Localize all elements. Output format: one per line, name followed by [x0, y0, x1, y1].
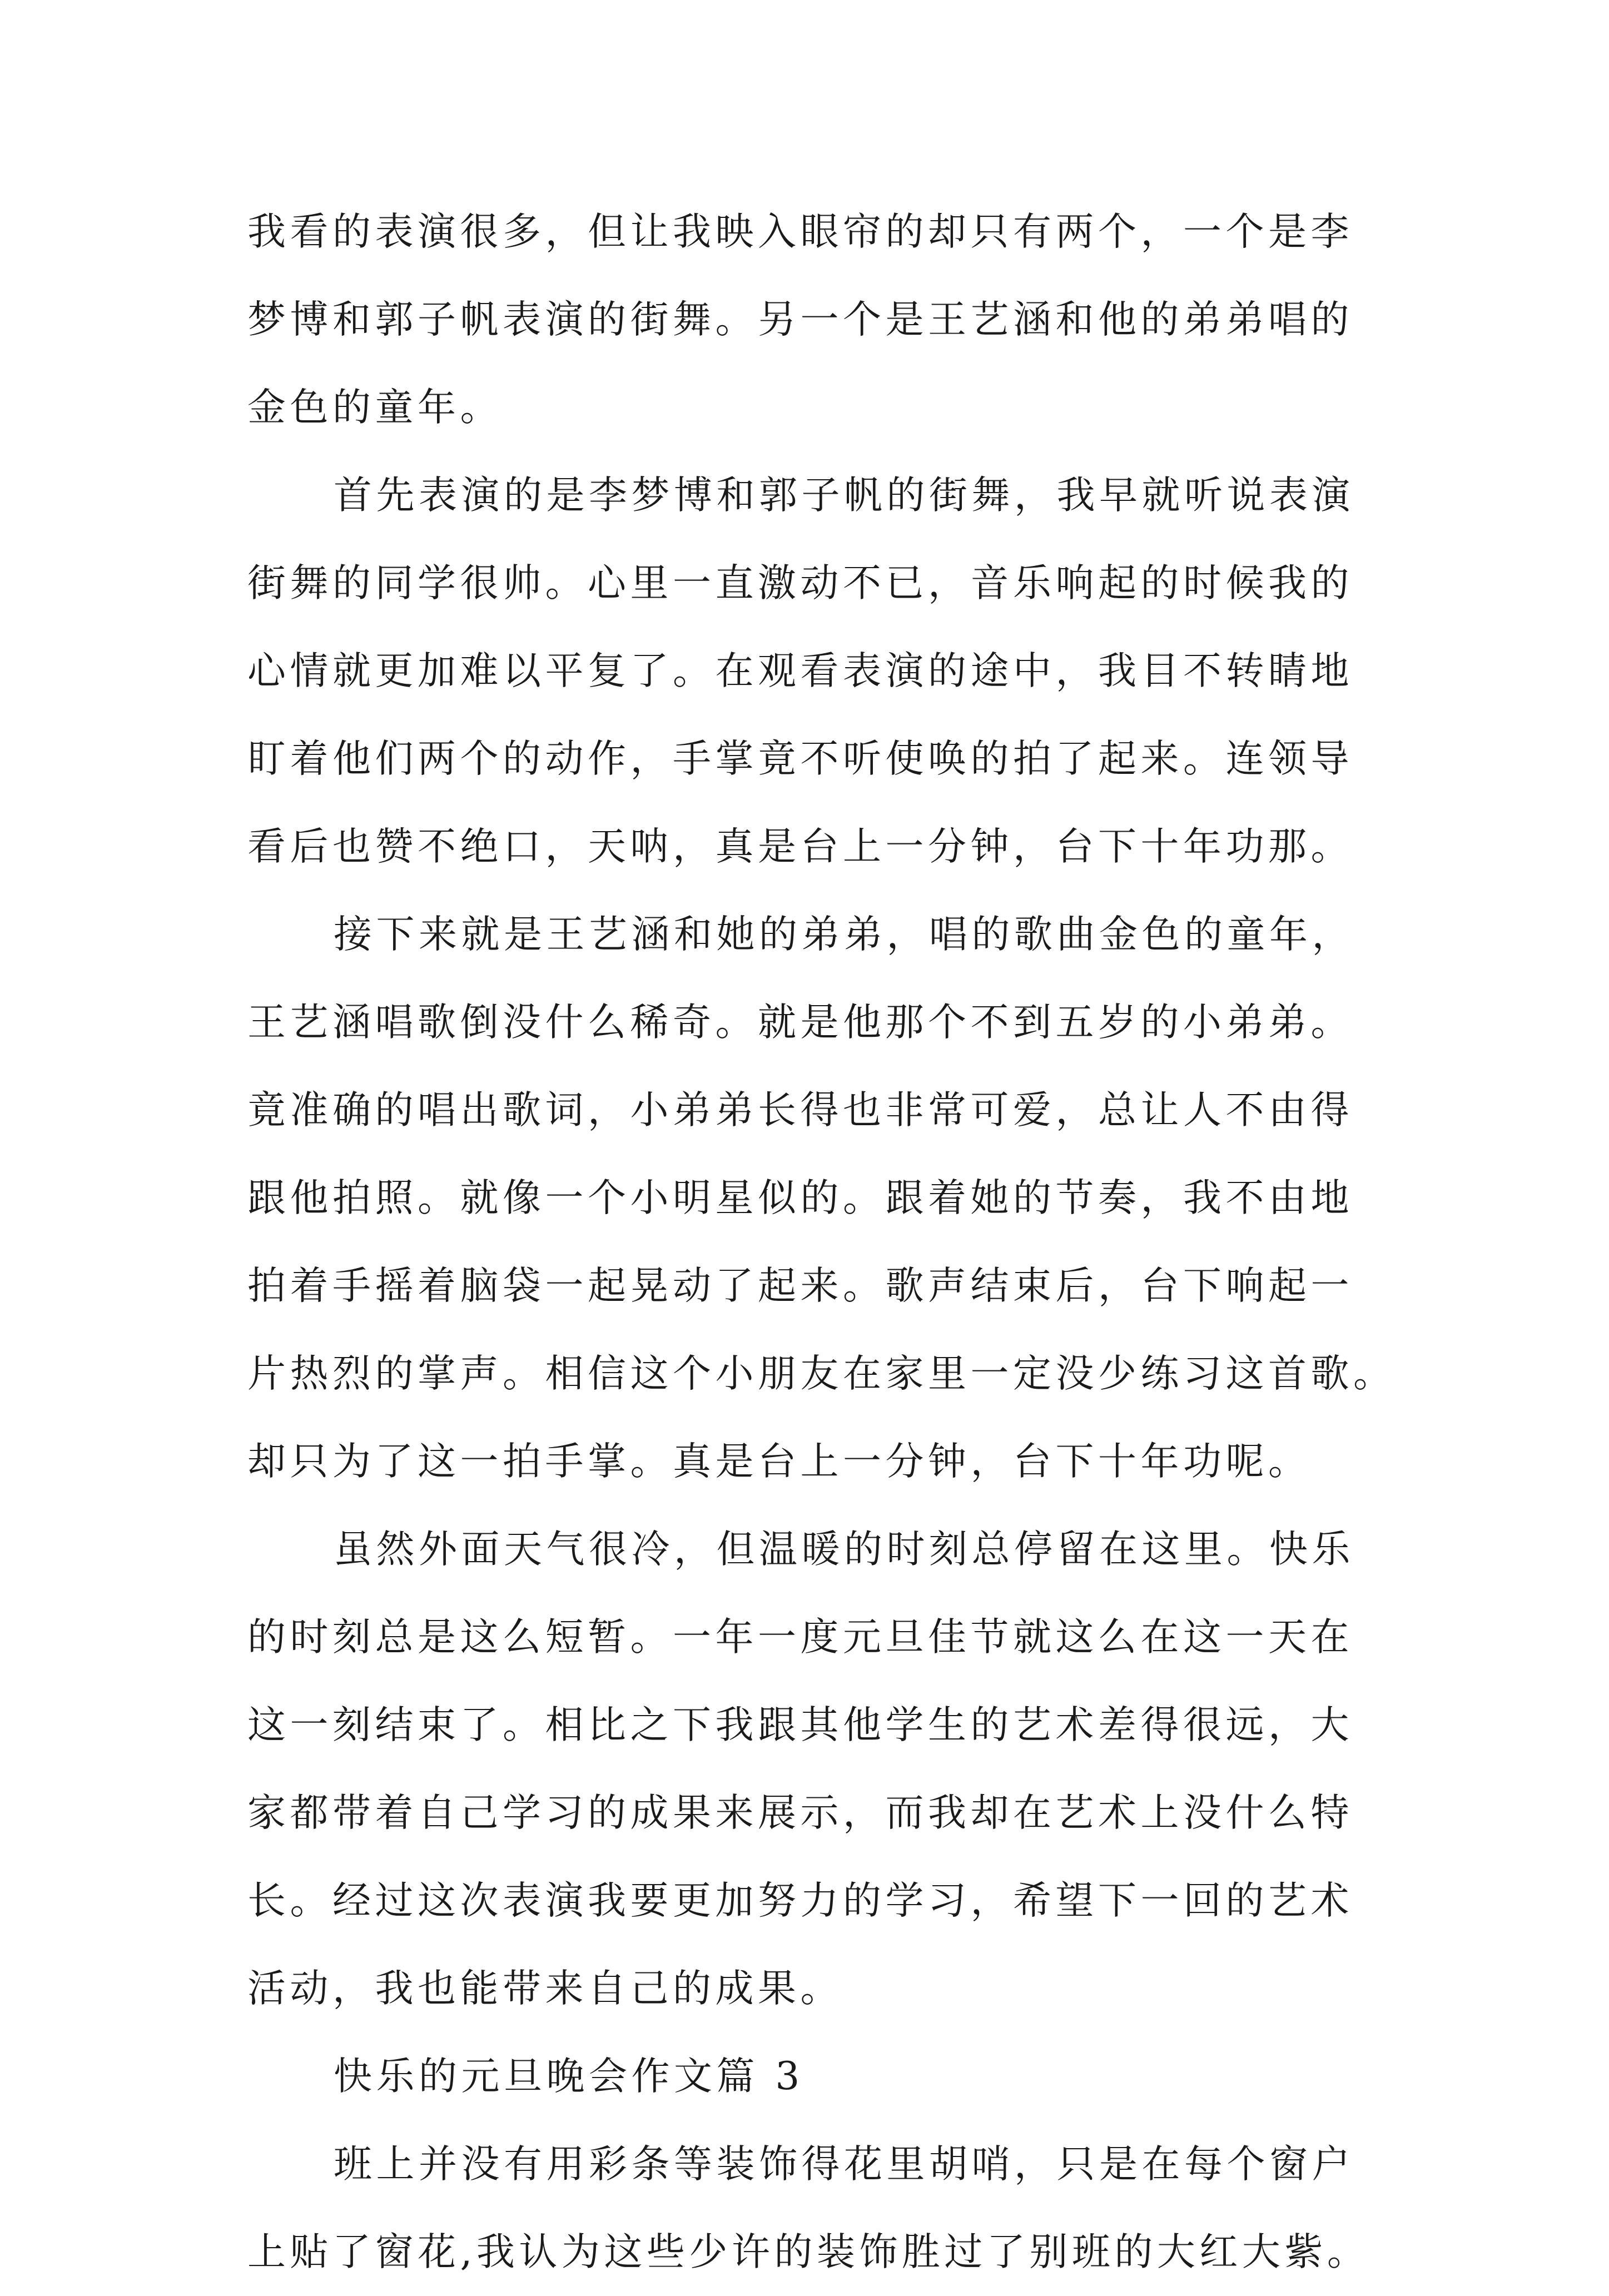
text-line: 长。经过这次表演我要更加努力的学习，希望下一回的艺术: [247, 1878, 1353, 1923]
paragraph-start-line: 接下来就是王艺涵和她的弟弟，唱的歌曲金色的童年，: [334, 912, 1354, 957]
text-line: 拍着手摇着脑袋一起晃动了起来。歌声结束后，台下响起一: [247, 1264, 1353, 1308]
paragraph-start-line: 班上并没有用彩条等装饰得花里胡哨，只是在每个窗户: [334, 2142, 1354, 2186]
text-line: 却只为了这一拍手掌。真是台上一分钟，台下十年功呢。: [247, 1439, 1311, 1484]
text-line: 梦博和郭子帆表演的街舞。另一个是王艺涵和他的弟弟唱的: [247, 297, 1353, 342]
text-line: 跟他拍照。就像一个小明星似的。跟着她的节奏，我不由地: [247, 1176, 1353, 1220]
text-line: 街舞的同学很帅。心里一直激动不已，音乐响起的时候我的: [247, 561, 1353, 605]
paragraph-start-line: 虽然外面天气很冷，但温暖的时刻总停留在这里。快乐: [334, 1527, 1354, 1572]
text-line: 竟准确的唱出歌词，小弟弟长得也非常可爱，总让人不由得: [247, 1088, 1353, 1132]
text-line: 金色的童年。: [247, 385, 503, 430]
text-line: 我看的表演很多，但让我映入眼帘的却只有两个，一个是李: [247, 210, 1353, 254]
text-line: 这一刻结束了。相比之下我跟其他学生的艺术差得很远，大: [247, 1703, 1353, 1747]
text-line: 活动，我也能带来自己的成果。: [247, 1966, 843, 2011]
text-line: 片热烈的掌声。相信这个小朋友在家里一定没少练习这首歌。: [247, 1351, 1396, 1396]
text-line: 的时刻总是这么短暂。一年一度元旦佳节就这么在这一天在: [247, 1615, 1353, 1659]
text-line: 心情就更加难以平复了。在观看表演的途中，我目不转睛地: [247, 649, 1353, 693]
text-line: 家都带着自己学习的成果来展示，而我却在艺术上没什么特: [247, 1791, 1353, 1835]
paragraph-start-line: 首先表演的是李梦博和郭子帆的街舞，我早就听说表演: [334, 473, 1354, 518]
text-line: 看后也赞不绝口，天呐，真是台上一分钟，台下十年功那。: [247, 824, 1353, 869]
text-line: 上贴了窗花,我认为这些少许的装饰胜过了别班的大红大紫。: [247, 2230, 1370, 2274]
body-text: [247, 188, 1396, 2296]
section-heading: 快乐的元旦晚会作文篇 3: [334, 2054, 804, 2099]
text-line: 盯着他们两个的动作，手掌竟不听使唤的拍了起来。连领导: [247, 737, 1353, 781]
text-line: 王艺涵唱歌倒没什么稀奇。就是他那个不到五岁的小弟弟。: [247, 1000, 1353, 1045]
